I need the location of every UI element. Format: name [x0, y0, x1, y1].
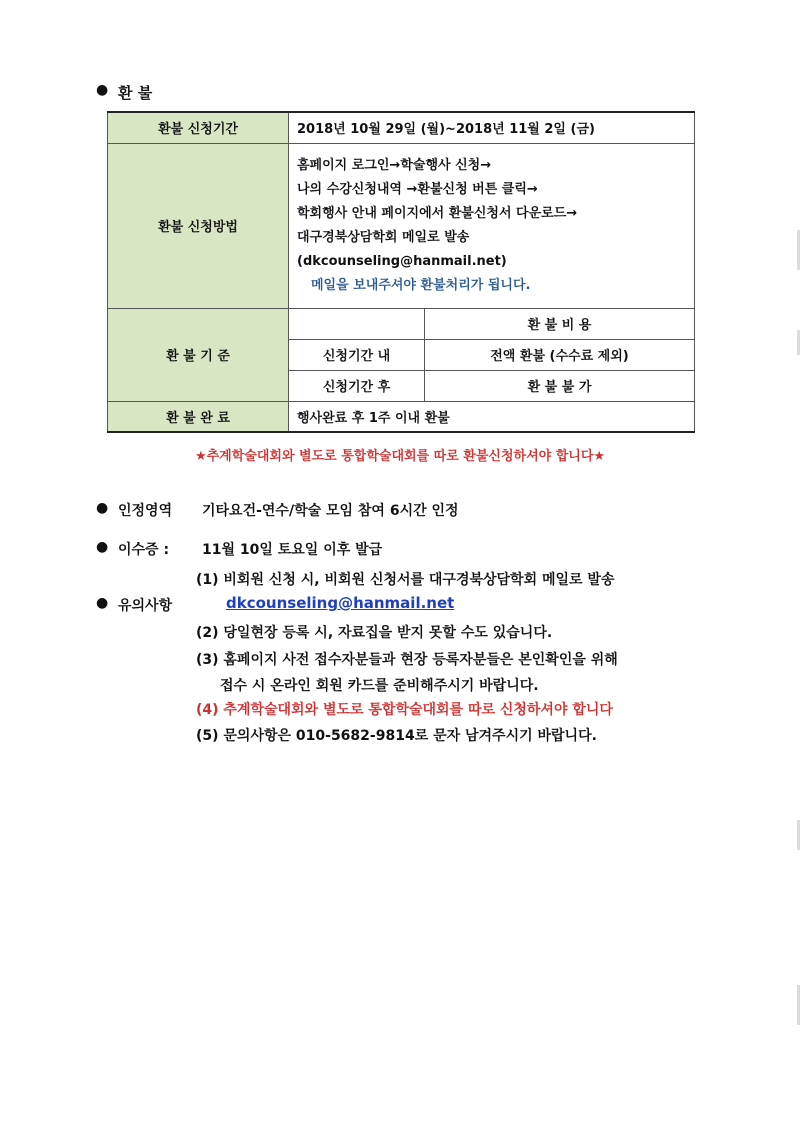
bullet-icon: ● [96, 500, 109, 516]
criteria-cost: 전액 환불 (수수료 제외) [425, 339, 695, 370]
table-row [108, 112, 695, 143]
method-line: 대구경북상담학회 메일로 발송 [297, 229, 470, 245]
refund-table [107, 111, 695, 433]
table-row [108, 308, 695, 339]
period-label: 환불 신청기간 [108, 112, 289, 143]
criteria-period: 신청기간 내 [289, 339, 425, 370]
caution-item: (5) 문의사항은 010-5682-9814로 문자 남겨주시기 바랍니다. [196, 728, 597, 744]
method-label: 환불 신청방법 [108, 143, 289, 308]
refund-notice: ★추계학술대회와 별도로 통합학술대회를 따로 환불신청하셔야 합니다★ [194, 449, 606, 464]
method-line: (dkcounseling@hanmail.net) [297, 253, 507, 269]
bullet-icon: ● [96, 539, 109, 555]
method-line: 학회행사 안내 페이지에서 환불신청서 다운로드→ [297, 205, 578, 221]
cautions-label: 유의사항 [118, 598, 173, 614]
method-note: 메일을 보내주셔야 환불처리가 됩니다. [311, 277, 531, 293]
complete-label: 환 불 완 료 [108, 401, 289, 432]
caution-email-link[interactable]: dkcounseling@hanmail.net [226, 594, 455, 612]
criteria-cost: 환 불 불 가 [425, 370, 695, 401]
caution-item: (3) 홈페이지 사전 접수자분들과 현장 등록자분들은 본인확인을 위해 [196, 652, 618, 668]
caution-item: 접수 시 온라인 회원 카드를 준비해주시기 바랍니다. [220, 678, 539, 694]
complete-value: 행사완료 후 1주 이내 환불 [289, 401, 695, 432]
criteria-period: 신청기간 후 [289, 370, 425, 401]
criteria-header: 환 불 비 용 [425, 308, 695, 339]
certification-label: 인정영역 [118, 503, 173, 519]
caution-item: (2) 당일현장 등록 시, 자료집을 받지 못할 수도 있습니다. [196, 625, 553, 641]
criteria-header-empty [289, 308, 425, 339]
method-value [289, 143, 695, 308]
period-value: 2018년 10월 29일 (월)~2018년 11월 2일 (금) [289, 112, 695, 143]
bullet-icon: ● [96, 595, 109, 611]
certificate-value: 11월 10일 토요일 이후 발급 [202, 542, 383, 558]
table-row [108, 143, 695, 308]
criteria-label: 환 불 기 준 [108, 308, 289, 401]
caution-item: (4) 추계학술대회와 별도로 통합학술대회를 따로 신청하셔야 합니다 [196, 702, 613, 718]
certificate-label: 이수증 : [118, 542, 170, 558]
certification-value: 기타요건-연수/학술 모임 참여 6시간 인정 [202, 503, 459, 519]
method-line: 홈페이지 로그인→학술행사 신청→ [297, 157, 492, 173]
caution-item: (1) 비회원 신청 시, 비회원 신청서를 대구경북상담학회 메일로 발송 [196, 572, 615, 588]
method-line: 나의 수강신청내역 →환불신청 버튼 클릭→ [297, 181, 538, 197]
table-row [108, 401, 695, 432]
bullet-icon: ● [96, 82, 109, 98]
section-title-refund: 환 불 [118, 84, 153, 102]
